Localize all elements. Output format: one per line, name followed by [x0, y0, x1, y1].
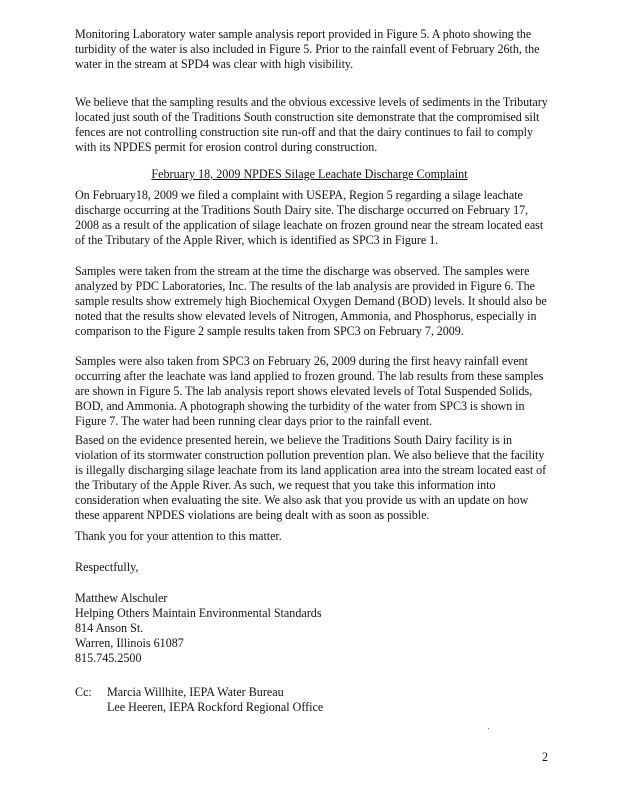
signature-city: Warren, Illinois 61087 [75, 636, 184, 650]
closing: Respectfully, [75, 560, 139, 574]
cc-recipient-2: Lee Heeren, IEPA Rockford Regional Office [107, 700, 324, 714]
paragraph-sampling-conclusion: We believe that the sampling results and the obvious excessive levels of sediments in the Tributary located just south of the Traditions South construction site demonstrate that the compromised silt fences are not controlling construction site run-off and that the dairy continues to fail to comply with its NPDES permit for erosion control during construction. [75, 95, 548, 154]
signature-org: Helping Others Maintain Environmental Standards [75, 606, 322, 620]
paragraph-samples-taken: Samples were taken from the stream at the time the discharge was observed. The samples were analyzed by PDC Laboratories, Inc. The results of the lab analysis are provided in Figure 6. The sample results show extremely high Biochemical Oxygen Demand (BOD) levels. It should also be noted that the results show elevated levels of Nitrogen, Ammonia, and Phosphorus, especially in comparison to the Figure 2 sample results taken from SPC3 on February 7, 2009. [75, 264, 547, 338]
signature-phone: 815.745.2500 [75, 651, 142, 665]
paragraph-rainfall-samples: Samples were also taken from SPC3 on February 26, 2009 during the first heavy rainfall event occurring after the leachate was land applied to frozen ground. The lab results from these samples are shown in Figure 5. The lab analysis report shows elevated levels of Total Suspended Solids, BOD, and Ammonia. A photograph showing the turbidity of the water from SPC3 is shown in Figure 7. The water had been running clear days prior to the rainfall event. [75, 354, 544, 428]
page-number: 2 [542, 750, 549, 764]
paragraph-complaint-filed: On February18, 2009 we filed a complaint with USEPA, Region 5 regarding a silage leachate discharge occurring at the Traditions South Dairy site. The discharge occurred on February 17, 2008 as a result of the application of silage leachate on frozen ground near the stream located east of the Tributary of the Apple River, which is identified as SPC3 in Figure 1. [75, 188, 544, 247]
signature-name: Matthew Alschuler [75, 591, 168, 605]
cc-recipient-1: Marcia Willhite, IEPA Water Bureau [107, 685, 284, 699]
scan-speck [488, 728, 489, 729]
paragraph-request: Based on the evidence presented herein, we believe the Traditions South Dairy facility is in violation of its stormwater construction pollution prevention plan. We also believe that the facility is illegally discharging silage leachate from its land application area into the stream located east of the Tributary of the Apple River. As such, we request that you take this information into consideration when evaluating the site. We also ask that you provide us with an update on how these apparent NPDES violations are being dealt with as soon as possible. [75, 433, 547, 522]
signature-street: 814 Anson St. [75, 621, 144, 635]
paragraph-thanks: Thank you for your attention to this matter. [75, 529, 282, 543]
cc-label: Cc: [75, 685, 92, 699]
paragraph-monitoring-results: Monitoring Laboratory water sample analysis report provided in Figure 5. A photo showing the turbidity of the water is also included in Figure 5. Prior to the rainfall event of February 26th, the water in the stream at SPD4 was clear with high visibility. [75, 27, 540, 71]
section-heading: February 18, 2009 NPDES Silage Leachate Discharge Complaint [151, 167, 468, 181]
